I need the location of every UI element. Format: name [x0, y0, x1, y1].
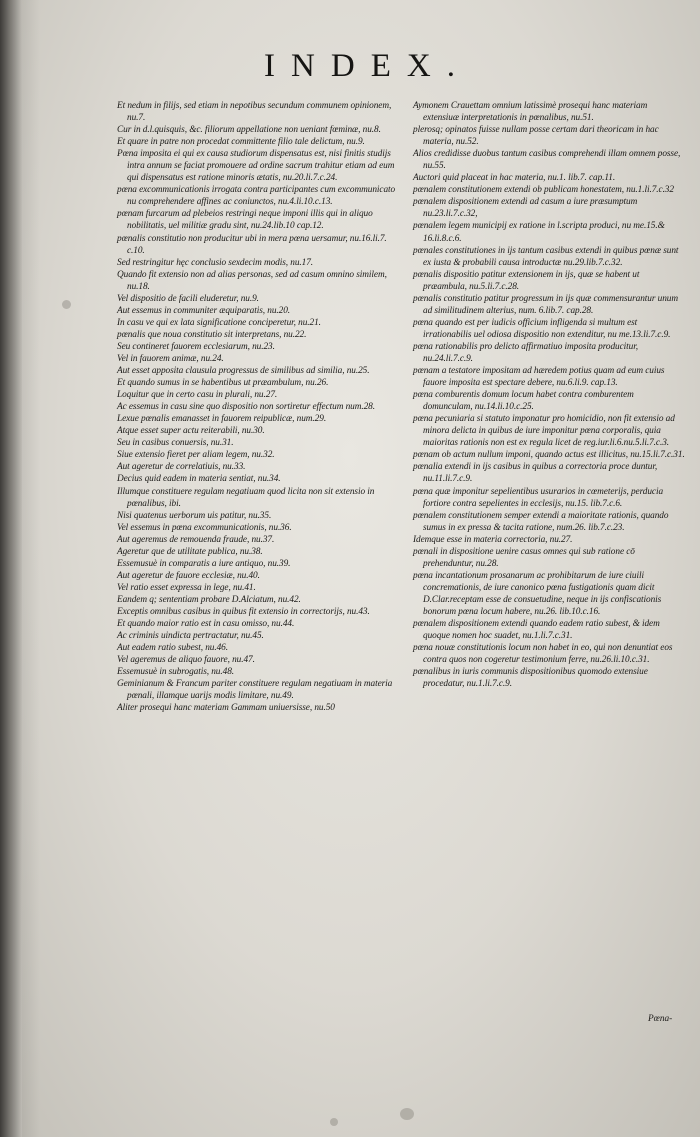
- index-entry: Pœna imposita ei qui ex causa studiorum dispensatus est, nisi finitis studijs intra annum se faciat promouere ad ordine sacrum trahitur etiam ad eum qui dispensatus est ratione minoris ætatis, nu.20.li.7.c.24.: [117, 149, 395, 184]
- index-entry: Sed restringitur hęc conclusio sexdecim modis, nu.17.: [117, 257, 314, 268]
- index-entry: pœnalem dispositionem extendi ad casum a iure præsumptum nu.23.li.7.c.32,: [413, 197, 638, 220]
- index-entry: Et quare in patre non procedat committente filio tale delictum, nu.9.: [117, 137, 365, 148]
- index-entry: pœna rationabilis pro delicto affirmatiuo imposita producitur, nu.24.li.7.c.9.: [413, 341, 638, 364]
- index-entry: pœnalis que noua constitutio sit interpretans, nu.22.: [117, 329, 307, 340]
- index-entry: pœnalis constitutio patitur progressum in ijs quæ commensurantur unum ad similitudinem alterius, num. 6.lib.7. cap.28.: [413, 293, 678, 316]
- index-entry: pœnalia extendi in ijs casibus in quibus a correctoria proce duntur, nu.11.li.7.c.9.: [413, 462, 658, 485]
- index-entry: plerosq; opinatos fuisse nullam posse certam dari theoricam in hac materia, nu.52.: [413, 125, 659, 148]
- index-entry: Exceptis omnibus casibus in quibus fit extensio in correctorijs, nu.43.: [117, 606, 370, 617]
- index-entry: pœnalis dispositio patitur extensionem in ijs, quæ se habent ut præambula, nu.5.li.7.c.28.: [413, 269, 640, 292]
- index-entry: Essemusuè in comparatis a iure antiquo, nu.39.: [117, 558, 291, 569]
- index-entry: pœnalis constitutio non producitur ubi in mera pœna uersamur, nu.16.li.7. c.10.: [117, 233, 387, 256]
- index-entry: Vel dispositio de facili eluderetur, nu.9.: [117, 293, 259, 304]
- index-entry: Alios credidisse duobus tantum casibus comprehendi illam omnem posse, nu.55.: [413, 149, 681, 172]
- gutter-gradient: [0, 0, 40, 1137]
- index-entry: Cur in d.l.quisquis, &c. filiorum appellatione non ueniant fœminæ, nu.8.: [117, 125, 381, 136]
- index-entry: Aut esset apposita clausula progressus de similibus ad similia, nu.25.: [117, 366, 370, 377]
- index-entry: pœnales constitutiones in ijs tantum casibus extendi in quibus pœnæ sunt ex iusta & probabili causa introductæ nu.29.lib.7.c.32.: [413, 245, 679, 268]
- index-entry: Ac criminis uindicta pertractatur, nu.45.: [117, 631, 264, 642]
- index-entry: Atque esset super actu reiterabili, nu.30.: [117, 426, 265, 437]
- index-entry: Seu in casibus conuersis, nu.31.: [117, 438, 234, 449]
- index-entry: pœnam furcarum ad plebeios restringi neque imponi illis qui in aliquo nobilitatis, uel militiæ gradu sint, nu.24.lib.10 cap.12.: [117, 209, 373, 232]
- index-entry: Aut ageremus de remouenda fraude, nu.37.: [117, 534, 275, 545]
- index-entry: Aliter prosequi hanc materiam Gammam uniuersisse, nu.50: [117, 703, 335, 714]
- index-entry: Loquitur que in certo casu in plurali, nu.27.: [117, 390, 278, 401]
- page-title: INDEX.: [264, 48, 471, 84]
- index-entry: Quando fit extensio non ad alias personas, sed ad casum omnino similem, nu.18.: [117, 269, 387, 292]
- index-entry: Vel in fauorem animæ, nu.24.: [117, 353, 224, 364]
- index-entry: Ageretur que de utilitate publica, nu.38.: [117, 546, 263, 557]
- index-entry: Siue extensio fieret per aliam legem, nu.32.: [117, 450, 275, 461]
- index-entry: Lexue pœnalis emanasset in fauorem reipublicæ, num.29.: [117, 414, 327, 425]
- index-entry: pœna nouæ constitutionis locum non habet in eo, qui non denuntiat eos contra quos non cogeretur testimonium ferre, nu.26.li.10.c.31.: [413, 643, 673, 666]
- index-entry: pœnalem legem municipij ex ratione in l.scripta produci, nu me.15.& 16.li.8.c.6.: [413, 221, 665, 244]
- index-entry: Vel ageremus de aliquo fauore, nu.47.: [117, 655, 255, 666]
- index-entry: Essemusuè in subrogatis, nu.48.: [117, 667, 235, 678]
- index-entry: Illumque constituere regulam negatiuam quod licita non sit extensio in pœnalibus, ibi.: [117, 486, 375, 509]
- index-entry: pœna incantationum prosanarum ac prohibitarum de iure ciuili concremationis, de iure canonico pœna fustigationis quam dicit D.Clar.receptam esse de consuetudine, neque in ijs confiscationis bonorum pœna locum habere, nu.26. lib.10.c.16.: [413, 570, 662, 617]
- index-column-right: [413, 100, 685, 690]
- index-entry: pœna comburentis domum locum habet contra comburentem domunculam, nu.14.li.10.c.25.: [413, 390, 634, 413]
- index-entry: Aut essemus in communiter æquiparatis, nu.20.: [117, 305, 291, 316]
- paper-stain: [330, 1118, 338, 1126]
- index-entry: pœnam ob actum nullum imponi, quando actus est illicitus, nu.15.li.7.c.31.: [413, 450, 685, 461]
- index-entry: Aymonem Crauettam omnium latissimè prosequi hanc materiam extensiuæ interpretationis in pœnalibus, nu.51.: [413, 101, 648, 124]
- index-entry: pœnam a testatore impositam ad hæredem potius quam ad eum cuius fauore imposita est spectare debere, nu.6.li.9. cap.13.: [413, 366, 665, 389]
- paper-stain: [62, 300, 71, 309]
- index-entry: Vel essemus in pœna excommunicationis, nu.36.: [117, 522, 292, 533]
- catchword: Pœna-: [648, 1014, 673, 1024]
- index-entry: Vel ratio esset expressa in lege, nu.41.: [117, 582, 256, 593]
- index-entry: pœnalem dispositionem extendi quando eadem ratio subest, & idem quoque nomen hoc suadet, nu.1.li.7.c.31.: [413, 619, 660, 642]
- index-entry: Ac essemus in casu sine quo dispositio non sortiretur effectum num.28.: [117, 402, 375, 413]
- index-entry: Seu contineret fauorem ecclesiarum, nu.23.: [117, 341, 275, 352]
- index-column-left: [117, 100, 403, 714]
- index-entry: Auctori quid placeat in hac materia, nu.1. lib.7. cap.11.: [413, 173, 616, 184]
- index-entry: Aut ageretur de correlatiuis, nu.33.: [117, 462, 246, 473]
- index-entry: pœna pecuniaria si statuto imponatur pro homicidio, non fit extensio ad minora delicta in quibus de iure imponitur pœna corporalis, quia maioritas rationis non est ex regula licet de reg.iur.li.6.nu.5.li.7.c.3.: [413, 414, 675, 449]
- index-entry: Geminianum & Francum pariter constituere regulam negatiuam in materia pœnali, illamque uarijs modis limitare, nu.49.: [117, 679, 393, 702]
- index-entry: Et nedum in filijs, sed etiam in nepotibus secundum communem opinionem, nu.7.: [117, 101, 392, 124]
- index-entry: Idemque esse in materia correctoria, nu.27.: [413, 534, 573, 545]
- index-entry: pœnalem constitutionem extendi ob publicam honestatem, nu.1.li.7.c.32: [413, 185, 674, 196]
- paper-stain: [400, 1108, 414, 1120]
- index-entry: pœnalem constitutionem semper extendi a maioritate rationis, quando sumus in ex pressa & tacita ratione, num.26. lib.7.c.23.: [413, 510, 669, 533]
- index-entry: Nisi quatenus uerborum uis patitur, nu.35.: [117, 510, 272, 521]
- index-entry: pœna quando est per iudicis officium infligenda si multum est irrationabilis uel odiosa dispositio non extenditur, nu me.13.li.7.c.9.: [413, 317, 671, 340]
- index-entry: Eandem q; sententiam probare D.Alciatum, nu.42.: [117, 594, 301, 605]
- index-entry: pœnali in dispositione uenire casus omnes qui sub ratione cō prehenduntur, nu.28.: [413, 546, 635, 569]
- index-entry: In casu ve qui ex lata significatione conciperetur, nu.21.: [117, 317, 321, 328]
- index-entry: Et quando maior ratio est in casu omisso, nu.44.: [117, 619, 295, 630]
- index-entry: Et quando sumus in se habentibus ut præambulum, nu.26.: [117, 378, 329, 389]
- index-entry: pœnalibus in iuris communis dispositionibus quomodo extensiue procedatur, nu.1.li.7.c.9.: [413, 667, 648, 690]
- index-entry: Aut ageretur de fauore ecclesiæ, nu.40.: [117, 570, 260, 581]
- index-entry: pœna quæ imponitur sepelientibus usurarios in cœmeterijs, perducia fortiore contra sepelientes in ecclesijs, nu.15. lib.7.c.6.: [413, 486, 664, 509]
- index-entry: Aut eadem ratio subest, nu.46.: [117, 643, 228, 654]
- index-entry: Decius quid eadem in materia sentiat, nu.34.: [117, 474, 281, 485]
- index-entry: pœna excommunicationis irrogata contra participantes cum excommunicato nu comprehendere affines ac coniunctos, nu.4.li.10.c.13.: [117, 185, 396, 208]
